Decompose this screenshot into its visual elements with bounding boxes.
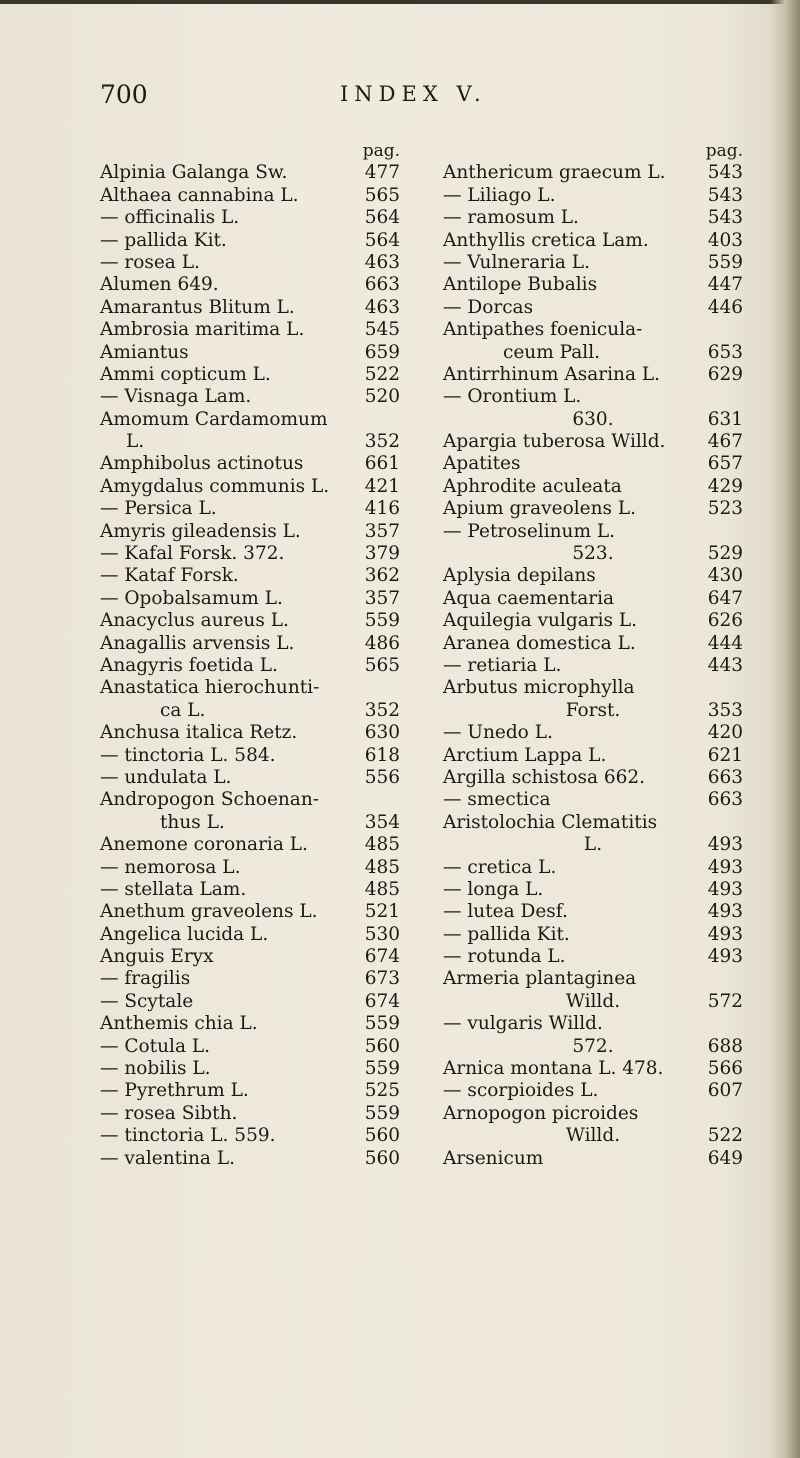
entry-page: 564 [364, 229, 400, 251]
entry-page: 565 [364, 184, 400, 206]
entry-term: — tinctoria L. 559. [100, 1125, 276, 1147]
entry-term: Andropogon Schoenan- [100, 789, 320, 811]
index-entry [443, 700, 743, 722]
entry-term: Arnopogon picroides [443, 1102, 639, 1124]
index-entry [443, 162, 743, 184]
entry-page: 688 [707, 1035, 743, 1057]
entry-page: 493 [707, 878, 743, 900]
entry-page: 657 [707, 453, 743, 475]
entry-page: 653 [707, 341, 743, 363]
entry-page: 559 [364, 1013, 400, 1035]
entry-term: — fragilis [100, 968, 191, 990]
entry-term: — valentina L. [100, 1147, 235, 1169]
entry-term: Anacyclus aureus L. [100, 610, 289, 632]
index-entry [443, 655, 743, 677]
entry-term: Anethum graveolens L. [100, 901, 318, 923]
entry-term: — Petroselinum L. [443, 520, 616, 542]
index-entry [443, 633, 743, 655]
entry-term: — retiaria L. [443, 654, 562, 676]
entry-term: — nemorosa L. [100, 856, 241, 878]
entry-page: 493 [707, 856, 743, 878]
entry-term: Ammi copticum L. [100, 363, 271, 385]
entry-page: 522 [364, 363, 400, 385]
entry-term: Alpinia Galanga Sw. [100, 162, 288, 184]
entry-term: Anagallis arvensis L. [100, 632, 295, 654]
index-entry [443, 431, 743, 453]
entry-term: — stellata Lam. [100, 878, 247, 900]
index-entry [443, 498, 743, 520]
entry-page: 485 [364, 834, 400, 856]
entry-term: L. [126, 431, 145, 453]
entry-page: 463 [364, 251, 400, 273]
entry-term: — Dorcas [443, 296, 534, 318]
index-entry [443, 946, 743, 968]
entry-term: Apargia tuberosa Willd. [443, 431, 666, 453]
entry-page: 649 [707, 1147, 743, 1169]
entry-term: — Scytale [100, 990, 194, 1012]
index-entry [443, 252, 743, 274]
index-entry [443, 834, 743, 856]
entry-term: Anchusa italica Retz. [100, 722, 298, 744]
index-entry [100, 879, 400, 901]
index-entry [443, 924, 743, 946]
index-entry [443, 207, 743, 229]
entry-term: Arnica montana L. 478. [443, 1058, 664, 1080]
entry-term: Anemone coronaria L. [100, 834, 308, 856]
entry-page: 522 [707, 1125, 743, 1147]
entry-term: 523. [572, 543, 614, 565]
index-entry [100, 207, 400, 229]
entry-page: 430 [707, 565, 743, 587]
index-entry [100, 789, 400, 811]
entry-term: — Cotula L. [100, 1035, 211, 1057]
index-entry [443, 745, 743, 767]
entry-term: Angelica lucida L. [100, 923, 269, 945]
index-entry [443, 677, 743, 699]
index-entry [100, 700, 400, 722]
entry-page: 560 [364, 1147, 400, 1169]
index-entry [443, 521, 743, 543]
index-entry [100, 565, 400, 587]
entry-page: 485 [364, 856, 400, 878]
entry-term: — pallida Kit. [100, 229, 227, 251]
index-entry [443, 230, 743, 252]
entry-page: 629 [707, 363, 743, 385]
index-entry [443, 1148, 743, 1170]
index-entry [100, 364, 400, 386]
entry-term: Anguis Eryx [100, 946, 214, 968]
index-entry [100, 1148, 400, 1170]
entry-term: Antipathes foenicula- [443, 319, 643, 341]
index-entry [443, 968, 743, 990]
entry-term: thus L. [160, 811, 225, 833]
index-entry [100, 319, 400, 341]
index-entry [443, 879, 743, 901]
entry-term: — Opobalsamum L. [100, 587, 283, 609]
entry-term: — lutea Desf. [443, 901, 568, 923]
entry-page: 421 [364, 475, 400, 497]
index-entry [100, 230, 400, 252]
entry-term: Aranea domestica L. [443, 632, 636, 654]
index-entry [100, 252, 400, 274]
entry-term: Amphibolus actinotus [100, 453, 304, 475]
entry-page: 352 [364, 431, 400, 453]
entry-term: Apatites [443, 453, 521, 475]
index-entry [443, 789, 743, 811]
index-entry [100, 991, 400, 1013]
entry-page: 559 [364, 1058, 400, 1080]
index-entry [100, 946, 400, 968]
entry-page: 362 [364, 565, 400, 587]
index-entry [443, 297, 743, 319]
entry-page: 659 [364, 341, 400, 363]
index-entry [100, 1036, 400, 1058]
entry-page: 663 [707, 766, 743, 788]
entry-page: 621 [707, 744, 743, 766]
entry-term: — Liliago L. [443, 184, 556, 206]
entry-term: Althaea cannabina L. [100, 184, 299, 206]
index-entry [100, 342, 400, 364]
entry-term: Argilla schistosa 662. [443, 766, 646, 788]
index-entry [100, 297, 400, 319]
index-column-left [100, 140, 400, 1170]
entry-term: Arbutus microphylla [443, 677, 635, 699]
entry-term: — Pyrethrum L. [100, 1080, 249, 1102]
entry-page: 521 [364, 901, 400, 923]
index-entry [443, 722, 743, 744]
index-entry [100, 453, 400, 475]
index-entry [100, 521, 400, 543]
index-entry [100, 745, 400, 767]
entry-term: — ramosum L. [443, 207, 579, 229]
entry-term: 630. [572, 408, 614, 430]
entry-page: 416 [364, 498, 400, 520]
entry-term: — tinctoria L. 584. [100, 744, 276, 766]
running-head: INDEX V. [340, 82, 487, 106]
entry-term: Amyris gileadensis L. [100, 520, 301, 542]
entry-term: Aristolochia Clematitis [443, 811, 658, 833]
index-entry [100, 968, 400, 990]
entry-page: 353 [707, 699, 743, 721]
index-entry [443, 342, 743, 364]
entry-page: 477 [364, 162, 400, 184]
index-entry [100, 857, 400, 879]
entry-page: 626 [707, 610, 743, 632]
entry-page: 444 [707, 632, 743, 654]
index-entry [100, 1013, 400, 1035]
index-entry [443, 588, 743, 610]
entry-page: 523 [707, 498, 743, 520]
index-entry [100, 162, 400, 184]
index-entry [100, 1103, 400, 1125]
index-entry [443, 610, 743, 632]
entry-page: 661 [364, 453, 400, 475]
index-entry [443, 1103, 743, 1125]
index-entry [100, 633, 400, 655]
entry-term: Anthemis chia L. [100, 1013, 258, 1035]
entry-term: Amarantus Blitum L. [100, 296, 295, 318]
entry-term: Aqua caementaria [443, 587, 615, 609]
entry-page: 486 [364, 632, 400, 654]
entry-page: 560 [364, 1125, 400, 1147]
index-column-right [443, 140, 743, 1170]
entry-term: Anagyris foetida L. [100, 654, 278, 676]
entry-page: 357 [364, 587, 400, 609]
entry-term: — undulata L. [100, 766, 232, 788]
index-entry [443, 812, 743, 834]
index-entry [100, 386, 400, 408]
index-entry [443, 1080, 743, 1102]
entry-term: Antirrhinum Asarina L. [443, 363, 661, 385]
entry-term: Anthyllis cretica Lam. [443, 229, 649, 251]
entry-term: Amiantus [100, 341, 189, 363]
index-entry [100, 767, 400, 789]
entry-page: 352 [364, 699, 400, 721]
entry-term: — Vulneraria L. [443, 251, 590, 273]
entry-page: 354 [364, 811, 400, 833]
index-entry [443, 1125, 743, 1147]
index-entry [100, 185, 400, 207]
entry-term: Armeria plantaginea [443, 968, 637, 990]
entry-term: ceum Pall. [503, 341, 601, 363]
entry-term: Forst. [565, 699, 621, 721]
entry-page: pag. [705, 141, 743, 161]
entry-term: — Unedo L. [443, 722, 553, 744]
index-entry [100, 274, 400, 296]
entry-term: Willd. [565, 1125, 621, 1147]
entry-page: 618 [364, 744, 400, 766]
index-entry [443, 319, 743, 341]
entry-page: 420 [707, 722, 743, 744]
index-entry [100, 431, 400, 453]
index-entry [443, 274, 743, 296]
entry-term: — Kataf Forsk. [100, 565, 239, 587]
entry-term: — nobilis L. [100, 1058, 211, 1080]
entry-term: — vulgaris Willd. [443, 1013, 603, 1035]
index-entry [100, 610, 400, 632]
index-entry [443, 1013, 743, 1035]
index-entry [100, 901, 400, 923]
entry-term: 572. [572, 1035, 614, 1057]
entry-page: 520 [364, 386, 400, 408]
entry-page: 663 [364, 274, 400, 296]
entry-page: 530 [364, 923, 400, 945]
entry-term: Aphrodite aculeata [443, 475, 622, 497]
index-entry [443, 767, 743, 789]
index-entry [443, 364, 743, 386]
entry-term: Anthericum graecum L. [443, 162, 666, 184]
entry-term: Apium graveolens L. [443, 498, 637, 520]
entry-page: 560 [364, 1035, 400, 1057]
entry-term: ca L. [160, 699, 206, 721]
entry-page: 565 [364, 654, 400, 676]
entry-term: Amygdalus communis L. [100, 475, 330, 497]
index-entry [100, 924, 400, 946]
index-entry [100, 834, 400, 856]
entry-page: 566 [707, 1058, 743, 1080]
entry-page: 545 [364, 319, 400, 341]
entry-page: 529 [707, 543, 743, 565]
index-entry [443, 1058, 743, 1080]
entry-page: 379 [364, 543, 400, 565]
index-entry [100, 543, 400, 565]
entry-page: 543 [707, 162, 743, 184]
entry-term: — pallida Kit. [443, 923, 570, 945]
entry-page: 463 [364, 296, 400, 318]
index-entry [100, 476, 400, 498]
index-entry [100, 677, 400, 699]
index-entry [100, 655, 400, 677]
entry-page: 559 [364, 610, 400, 632]
index-entry [443, 857, 743, 879]
index-entry [100, 588, 400, 610]
entry-term: — rosea L. [100, 251, 200, 273]
index-entry [443, 409, 743, 431]
entry-term: — scorpioides L. [443, 1080, 599, 1102]
entry-term: — Kafal Forsk. 372. [100, 543, 285, 565]
index-entry [443, 453, 743, 475]
entry-page: 443 [707, 654, 743, 676]
entry-term: Aquilegia vulgaris L. [443, 610, 638, 632]
entry-page: 447 [707, 274, 743, 296]
page-top-rule [0, 0, 800, 4]
entry-term: — Visnaga Lam. [100, 386, 252, 408]
entry-term: Antilope Bubalis [443, 274, 598, 296]
page-edge-shadow [770, 0, 800, 1458]
entry-term: Anastatica hierochunti- [100, 677, 320, 699]
entry-term: Arctium Lappa L. [443, 744, 607, 766]
index-entry [443, 185, 743, 207]
entry-page: 543 [707, 207, 743, 229]
entry-page: 674 [364, 990, 400, 1012]
entry-page: 493 [707, 834, 743, 856]
index-entry [100, 498, 400, 520]
index-entry [100, 812, 400, 834]
entry-page: 559 [364, 1102, 400, 1124]
index-entry [443, 901, 743, 923]
entry-term: Amomum Cardamomum [100, 408, 328, 430]
entry-page: 485 [364, 878, 400, 900]
index-entry [100, 140, 400, 162]
entry-page: 607 [707, 1080, 743, 1102]
entry-term: Willd. [565, 990, 621, 1012]
entry-page: 630 [364, 722, 400, 744]
entry-page: 543 [707, 184, 743, 206]
index-entry [443, 565, 743, 587]
entry-page: 525 [364, 1080, 400, 1102]
index-entry [100, 1080, 400, 1102]
entry-page: 572 [707, 990, 743, 1012]
index-entry [443, 476, 743, 498]
entry-page: 564 [364, 207, 400, 229]
entry-term: — cretica L. [443, 856, 557, 878]
entry-term: — Orontium L. [443, 386, 582, 408]
entry-term: — rotunda L. [443, 946, 566, 968]
index-entry [100, 1058, 400, 1080]
entry-term: Alumen 649. [100, 274, 219, 296]
entry-page: 673 [364, 968, 400, 990]
entry-page: 493 [707, 946, 743, 968]
entry-page: 446 [707, 296, 743, 318]
entry-term: — longa L. [443, 878, 544, 900]
entry-term: — rosea Sibth. [100, 1102, 238, 1124]
index-entry [100, 409, 400, 431]
entry-page: 631 [707, 408, 743, 430]
entry-page: pag. [362, 141, 400, 161]
index-entry [100, 722, 400, 744]
index-entry [443, 386, 743, 408]
entry-term: L. [583, 834, 603, 856]
entry-page: 357 [364, 520, 400, 542]
entry-page: 559 [707, 251, 743, 273]
entry-page: 403 [707, 229, 743, 251]
entry-page: 674 [364, 946, 400, 968]
index-entry [443, 140, 743, 162]
page-header [100, 80, 720, 120]
entry-term: Arsenicum [443, 1147, 544, 1169]
entry-page: 556 [364, 766, 400, 788]
entry-page: 493 [707, 901, 743, 923]
page-number: 700 [100, 80, 148, 109]
entry-page: 493 [707, 923, 743, 945]
entry-term: — smectica [443, 789, 551, 811]
entry-page: 647 [707, 587, 743, 609]
entry-term: — Persica L. [100, 498, 217, 520]
entry-page: 663 [707, 789, 743, 811]
index-entry [100, 1125, 400, 1147]
index-entry [443, 1036, 743, 1058]
entry-term: Ambrosia maritima L. [100, 319, 305, 341]
entry-term: — officinalis L. [100, 207, 240, 229]
index-entry [443, 991, 743, 1013]
entry-page: 467 [707, 431, 743, 453]
entry-term: Aplysia depilans [443, 565, 596, 587]
index-entry [443, 543, 743, 565]
entry-page: 429 [707, 475, 743, 497]
